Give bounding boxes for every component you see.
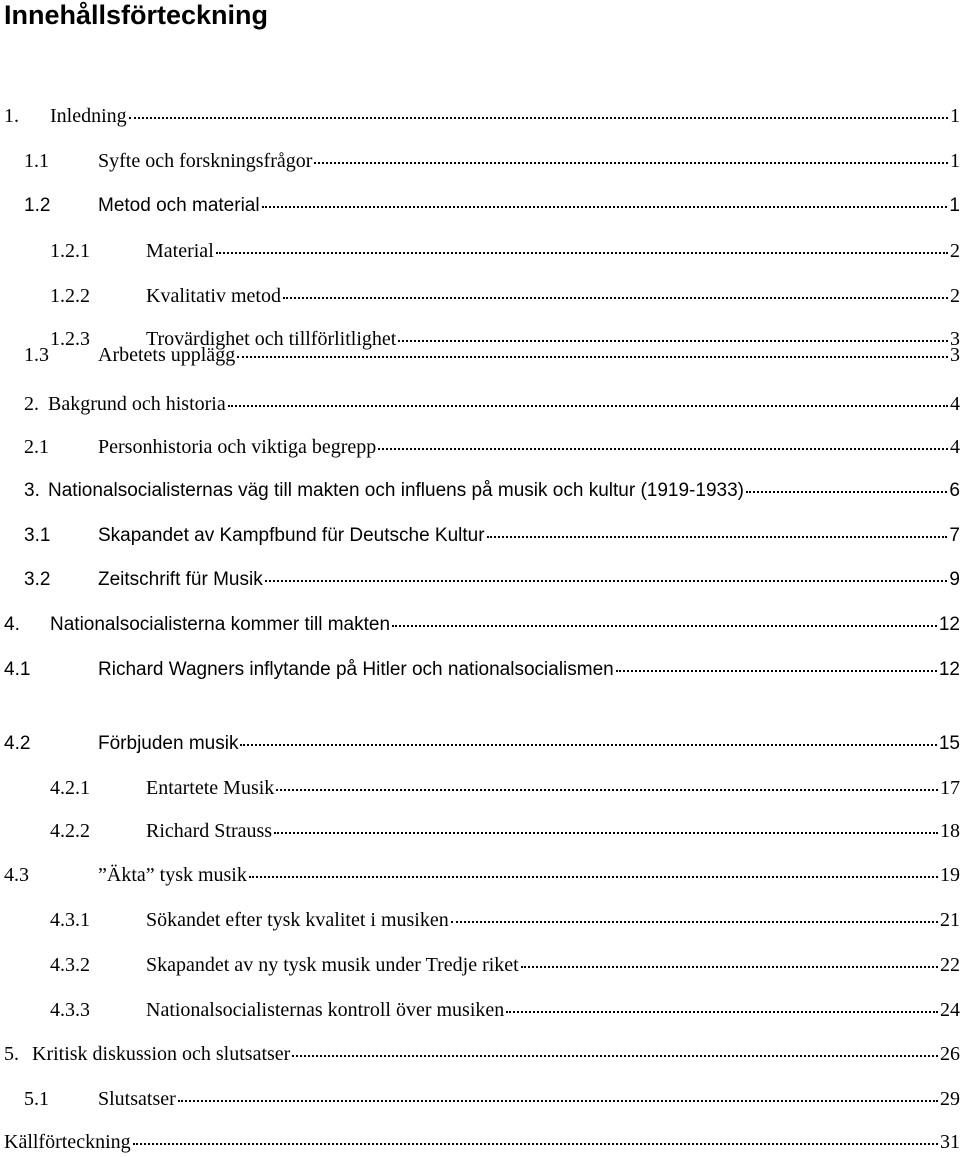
toc-entry-page: 29 [940, 1088, 960, 1110]
toc-entry-page: 7 [949, 525, 960, 546]
toc-entry-title: Entartete Musik [146, 777, 275, 799]
dot-leader [265, 580, 948, 582]
toc-entry-page: 1 [950, 105, 960, 127]
toc-entry-title: Källförteckning [4, 1131, 131, 1153]
toc-entry-4-1[interactable] [0, 657, 960, 683]
toc-entry-page: 22 [940, 954, 960, 976]
toc-entry-number: 1. [4, 105, 19, 127]
toc-entry-title: Trovärdighet och tillförlitlighet [146, 328, 397, 350]
dot-leader [746, 491, 947, 493]
toc-entry-number: 4.1 [4, 659, 31, 680]
dot-leader [451, 921, 938, 923]
toc-entry-title: ”Äkta” tysk musik [98, 864, 247, 886]
dot-leader [521, 966, 938, 968]
toc-entry-number: 4. [4, 614, 20, 635]
toc-entry-page: 26 [940, 1043, 960, 1065]
toc-entry-title: Metod och material [98, 195, 260, 216]
toc-entry-4-2-1[interactable] [0, 775, 960, 801]
toc-entry-number: 4.3.1 [50, 909, 90, 931]
dot-leader [283, 297, 948, 299]
toc-entry-page: 4 [950, 436, 960, 458]
toc-entry-number: 4.2.2 [50, 820, 90, 842]
toc-entry-title: Sökandet efter tysk kvalitet i musiken [146, 909, 449, 931]
toc-entry-number: 4.3.2 [50, 954, 90, 976]
page-title: Innehållsförteckning [4, 0, 269, 30]
toc-entry-number: 4.3.3 [50, 999, 90, 1021]
toc-entry-page: 4 [950, 393, 960, 415]
toc-entry-number: 2. [24, 393, 39, 415]
toc-entry-kallforteckning[interactable] [0, 1129, 960, 1155]
dot-leader [228, 405, 948, 407]
toc-entry-4-3-2[interactable] [0, 952, 960, 978]
dot-leader [274, 832, 938, 834]
dot-leader [262, 206, 948, 208]
toc-entry-title: Zeitschrift für Musik [98, 569, 263, 590]
toc-entry-page: 1 [950, 150, 960, 172]
toc-entry-title: Nationalsocialisterna kommer till makten [50, 614, 391, 635]
toc-entry-title: Kritisk diskussion och slutsatser [32, 1043, 291, 1065]
toc-entry-number: 3.1 [24, 525, 51, 546]
toc-entry-4-3[interactable] [0, 862, 960, 888]
toc-entry-number: 1.2.2 [50, 285, 90, 307]
toc-entry-number: 1.3 [24, 344, 49, 366]
toc-entry-title: Nationalsocialisternas väg till makten och influens på musik och kultur (1919-1933) [48, 480, 744, 501]
toc-entry-title: Personhistoria och viktiga begrepp [98, 436, 377, 458]
toc-entry-2-1[interactable] [0, 434, 960, 460]
toc-entry-page: 21 [940, 909, 960, 931]
toc-entry-number: 4.2 [4, 733, 31, 754]
toc-entry-2-bakgrund[interactable] [0, 391, 960, 417]
toc-entry-4-3-1[interactable] [0, 907, 960, 933]
toc-entry-page: 2 [950, 285, 960, 307]
toc-entry-number: 5. [4, 1043, 19, 1065]
toc-entry-title: Richard Strauss [146, 820, 273, 842]
toc-entry-page: 1 [949, 195, 960, 216]
toc-entry-page: 12 [938, 659, 960, 680]
toc-entry-title: Inledning [50, 105, 127, 127]
toc-entry-4-3-3[interactable] [0, 997, 960, 1023]
toc-entry-3-2[interactable] [0, 567, 960, 593]
toc-entry-number: 4.3 [4, 864, 29, 886]
dot-leader [178, 1100, 938, 1102]
toc-entry-1-1[interactable] [0, 148, 960, 174]
dot-leader [378, 448, 948, 450]
toc-entry-3-nationalsocialisternas-vag[interactable] [0, 478, 960, 504]
toc-entry-page: 3 [950, 344, 960, 366]
toc-entry-number: 3. [24, 480, 40, 501]
dot-leader [249, 876, 938, 878]
toc-entry-title: Förbjuden musik [98, 733, 239, 754]
toc-entry-title: Material [146, 240, 214, 262]
toc-entry-number: 1.1 [24, 150, 49, 172]
toc-entry-number: 1.2 [24, 195, 51, 216]
toc-entry-title: Bakgrund och historia [48, 393, 226, 415]
toc-entry-title: Nationalsocialisternas kontroll över musiken [146, 999, 505, 1021]
toc-entry-page: 31 [940, 1131, 960, 1153]
dot-leader [240, 744, 936, 746]
dot-leader [216, 252, 948, 254]
toc-entry-4-2[interactable] [0, 731, 960, 757]
toc-entry-number: 1.2.3 [50, 328, 90, 350]
toc-entry-page: 3 [950, 328, 960, 350]
toc-entry-1-inledning[interactable] [0, 103, 960, 129]
toc-entry-title: Richard Wagners inflytande på Hitler och nationalsocialismen [98, 659, 614, 680]
toc-entry-title: Skapandet av ny tysk musik under Tredje riket [146, 954, 519, 976]
toc-entry-title: Skapandet av Kampfbund für Deutsche Kultur [98, 525, 485, 546]
toc-entry-1-3[interactable] [0, 342, 960, 368]
toc-entry-1-2-1[interactable] [0, 238, 960, 264]
toc-entry-number: 3.2 [24, 569, 51, 590]
toc-entry-5-kritisk-diskussion[interactable] [0, 1041, 960, 1067]
toc-entry-number: 4.2.1 [50, 777, 90, 799]
dot-leader [276, 789, 938, 791]
dot-leader [237, 356, 948, 358]
toc-entry-page: 12 [938, 614, 960, 635]
dot-leader [292, 1055, 938, 1057]
toc-entry-page: 15 [938, 733, 960, 754]
toc-entry-page: 9 [949, 569, 960, 590]
toc-entry-number: 2.1 [24, 436, 49, 458]
toc-entry-number: 1.2.1 [50, 240, 90, 262]
toc-entry-page: 19 [940, 864, 960, 886]
toc-entry-title: Slutsatser [98, 1088, 176, 1110]
dot-leader [487, 536, 948, 538]
dot-leader [314, 162, 948, 164]
toc-entry-title: Arbetets upplägg [98, 344, 236, 366]
toc-entry-1-2[interactable] [0, 193, 960, 219]
toc-entry-5-1[interactable] [0, 1086, 960, 1112]
toc-entry-title: Kvalitativ metod [146, 285, 281, 307]
dot-leader [392, 625, 937, 627]
toc-entry-4-2-2[interactable] [0, 818, 960, 844]
toc-entry-1-2-2[interactable] [0, 283, 960, 309]
dot-leader [506, 1011, 938, 1013]
toc-entry-4-nationalsocialisterna[interactable] [0, 612, 960, 638]
dot-leader [133, 1143, 938, 1145]
dot-leader [129, 117, 948, 119]
dot-leader [616, 670, 937, 672]
toc-entry-page: 24 [940, 999, 960, 1021]
toc-entry-page: 6 [949, 480, 960, 501]
toc-entry-page: 2 [950, 240, 960, 262]
toc-entry-title: Syfte och forskningsfrågor [98, 150, 313, 172]
toc-entry-page: 17 [940, 777, 960, 799]
toc-entry-3-1[interactable] [0, 523, 960, 549]
toc-entry-number: 5.1 [24, 1088, 49, 1110]
toc-entry-page: 18 [940, 820, 960, 842]
